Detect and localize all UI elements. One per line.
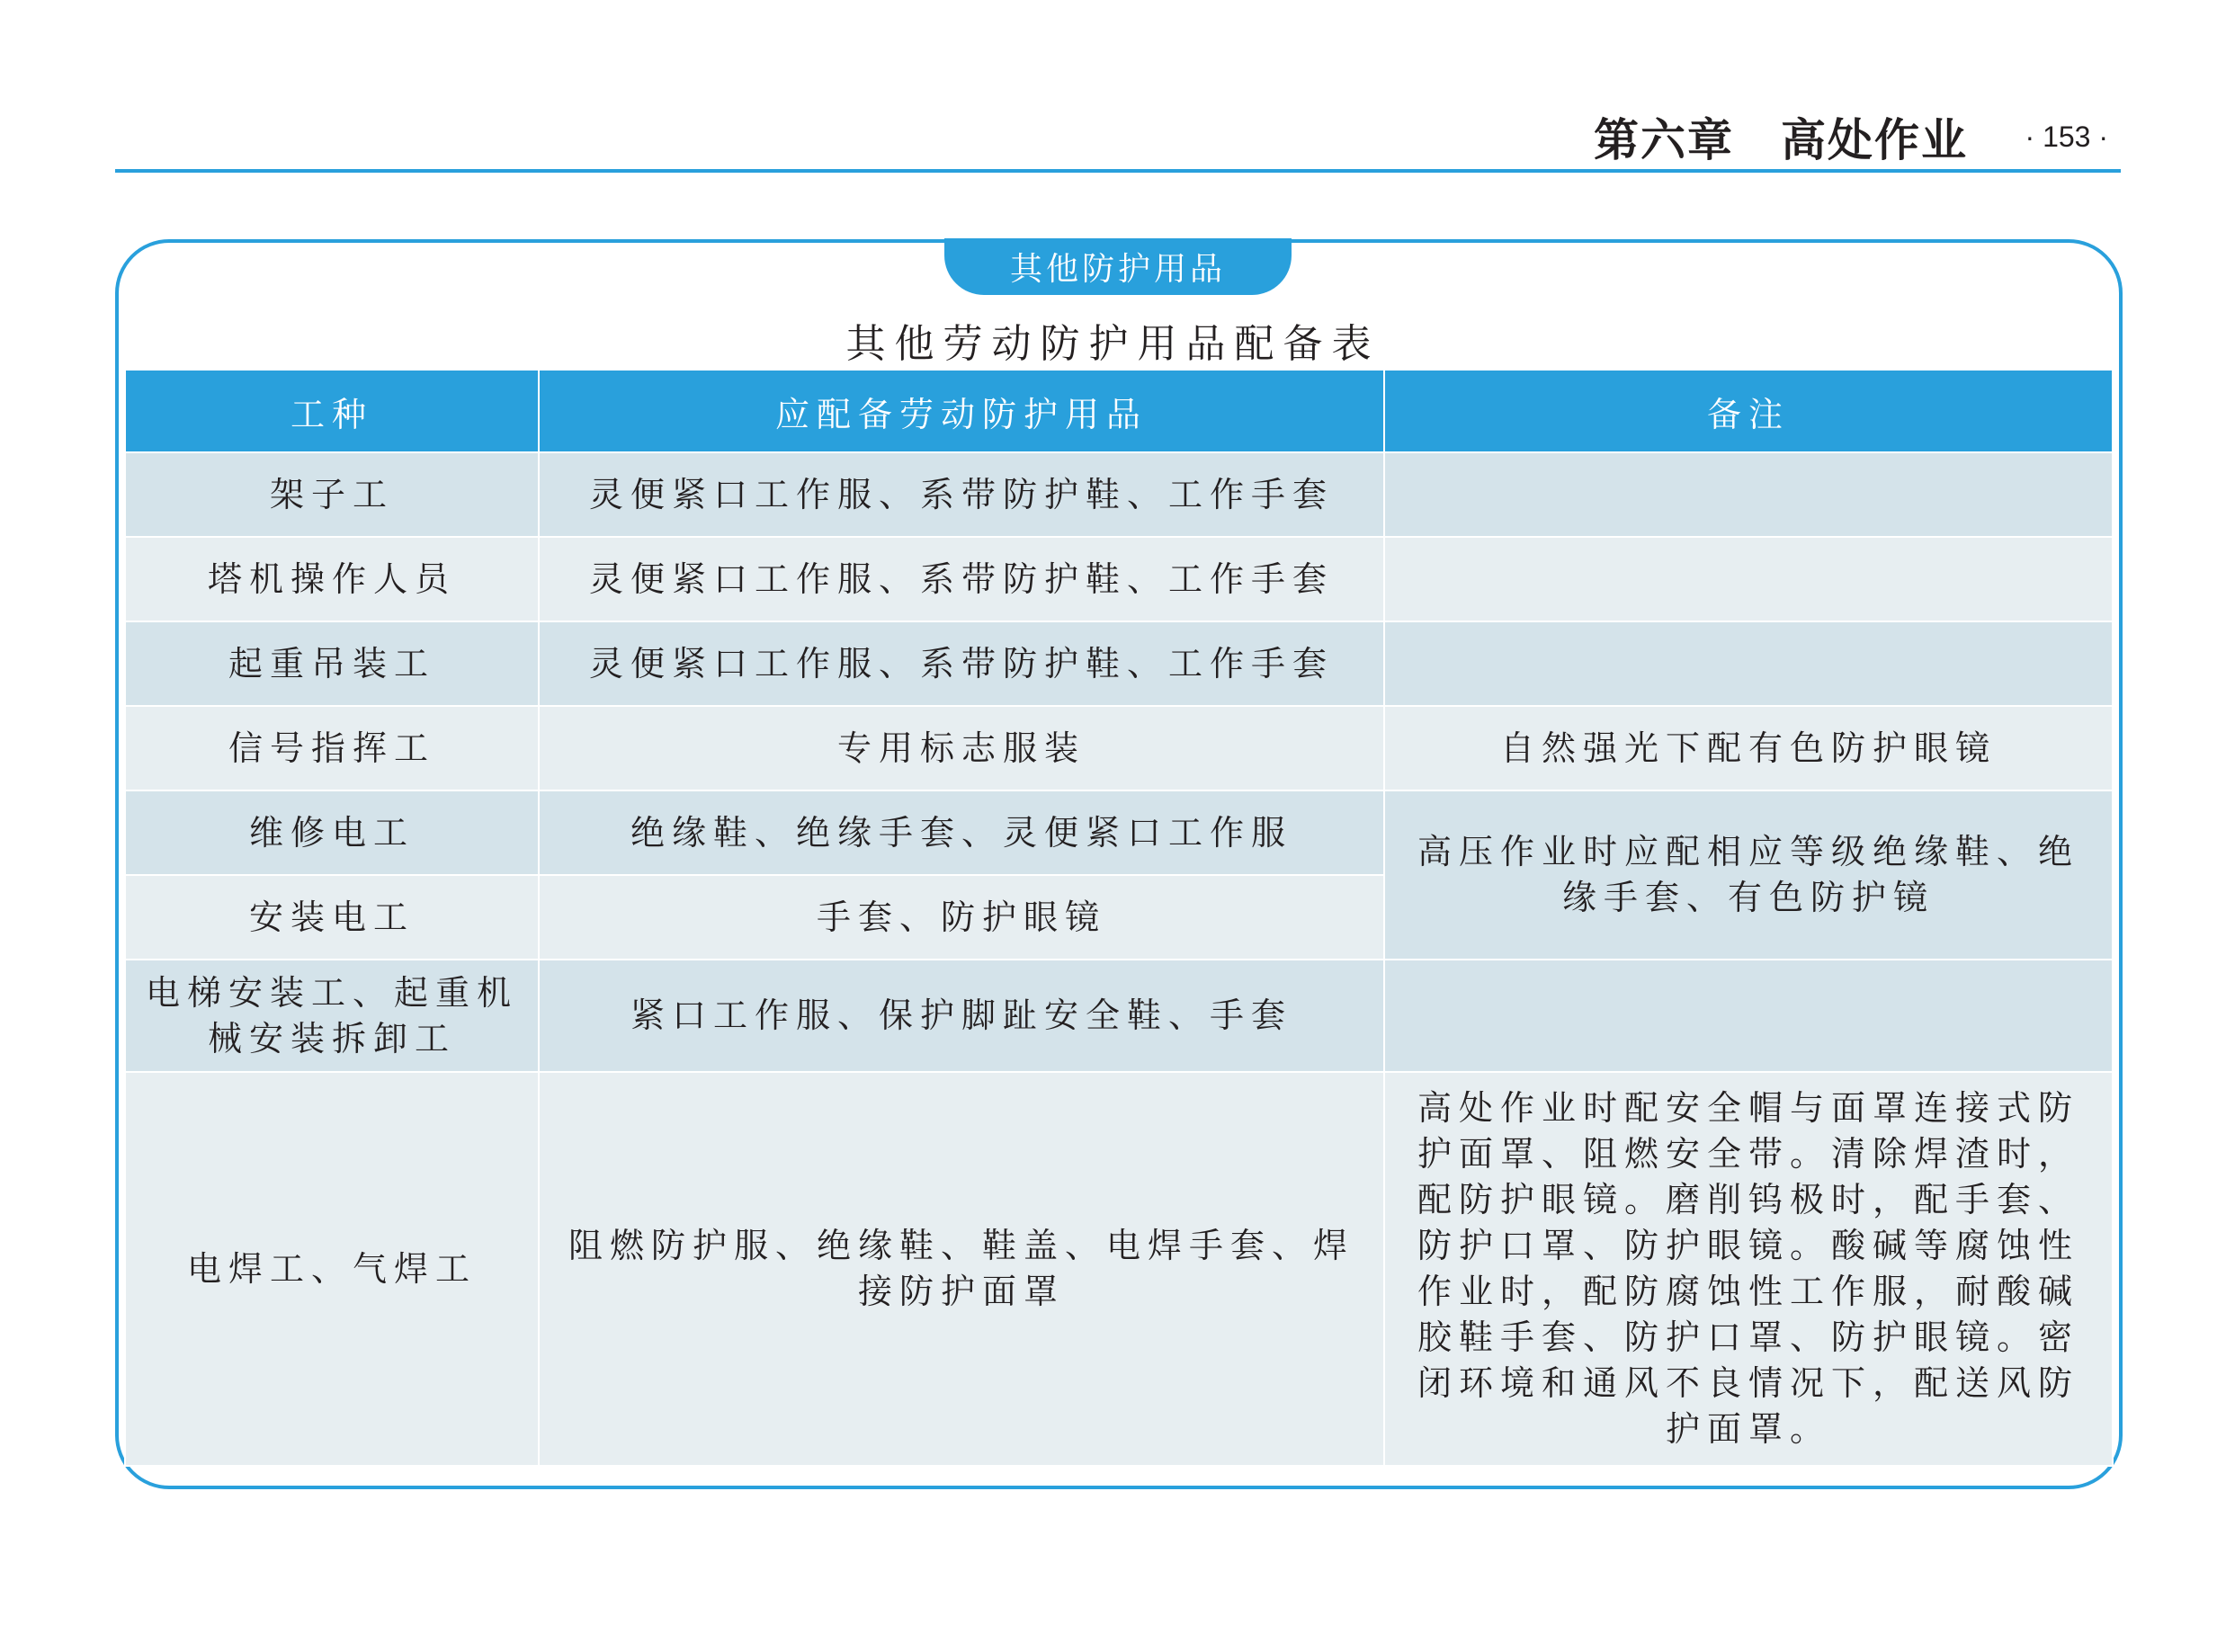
header-rule bbox=[115, 169, 2121, 173]
chapter-title: 第六章 高处作业 bbox=[1594, 114, 1968, 166]
trade-cell: 起重吊装工 bbox=[125, 621, 539, 706]
table-row bbox=[125, 537, 2113, 621]
trade-cell: 电焊工、气焊工 bbox=[125, 1072, 539, 1466]
table-row bbox=[125, 790, 2113, 875]
trade-cell: 电梯安装工、起重机械安装拆卸工 bbox=[125, 960, 539, 1072]
table-row bbox=[125, 452, 2113, 537]
equipment-cell: 手套、防护眼镜 bbox=[539, 875, 1384, 960]
remark-cell-merged: 高压作业时应配相应等级绝缘鞋、绝缘手套、有色防护镜 bbox=[1384, 790, 2113, 960]
table-row bbox=[125, 1072, 2113, 1466]
remark-cell: 自然强光下配有色防护眼镜 bbox=[1384, 706, 2113, 790]
trade-cell: 维修电工 bbox=[125, 790, 539, 875]
equipment-cell: 灵便紧口工作服、系带防护鞋、工作手套 bbox=[539, 537, 1384, 621]
equipment-cell: 紧口工作服、保护脚趾安全鞋、手套 bbox=[539, 960, 1384, 1072]
equipment-cell: 绝缘鞋、绝缘手套、灵便紧口工作服 bbox=[539, 790, 1384, 875]
trade-cell: 安装电工 bbox=[125, 875, 539, 960]
remark-cell bbox=[1384, 960, 2113, 1072]
trade-cell: 信号指挥工 bbox=[125, 706, 539, 790]
equipment-table bbox=[124, 369, 2114, 1467]
column-header-remark: 备注 bbox=[1384, 370, 2113, 452]
trade-cell: 塔机操作人员 bbox=[125, 537, 539, 621]
table-row bbox=[125, 706, 2113, 790]
column-header-trade: 工种 bbox=[125, 370, 539, 452]
trade-cell: 架子工 bbox=[125, 452, 539, 537]
table-row bbox=[125, 621, 2113, 706]
remark-cell bbox=[1384, 621, 2113, 706]
table-header-row bbox=[125, 370, 2113, 452]
equipment-cell: 灵便紧口工作服、系带防护鞋、工作手套 bbox=[539, 621, 1384, 706]
remark-cell: 高处作业时配安全帽与面罩连接式防护面罩、阻燃安全带。清除焊渣时，配防护眼镜。磨削钨极时，配手套、防护口罩、防护眼镜。酸碱等腐蚀性作业时，配防腐蚀性工作服，耐酸碱胶鞋手套、防护口罩、防护眼镜。密闭环境和通风不良情况下，配送风防护面罩。 bbox=[1384, 1072, 2113, 1466]
page-number: · 153 · bbox=[2025, 121, 2108, 153]
remark-cell bbox=[1384, 537, 2113, 621]
column-header-equipment: 应配备劳动防护用品 bbox=[539, 370, 1384, 452]
table-row bbox=[125, 960, 2113, 1072]
equipment-cell: 阻燃防护服、绝缘鞋、鞋盖、电焊手套、焊接防护面罩 bbox=[539, 1072, 1384, 1466]
equipment-cell: 灵便紧口工作服、系带防护鞋、工作手套 bbox=[539, 452, 1384, 537]
remark-cell bbox=[1384, 452, 2113, 537]
section-tab: 其他防护用品 bbox=[944, 238, 1292, 295]
page-header bbox=[115, 99, 2121, 176]
equipment-cell: 专用标志服装 bbox=[539, 706, 1384, 790]
table-title: 其他劳动防护用品配备表 bbox=[845, 321, 1381, 367]
